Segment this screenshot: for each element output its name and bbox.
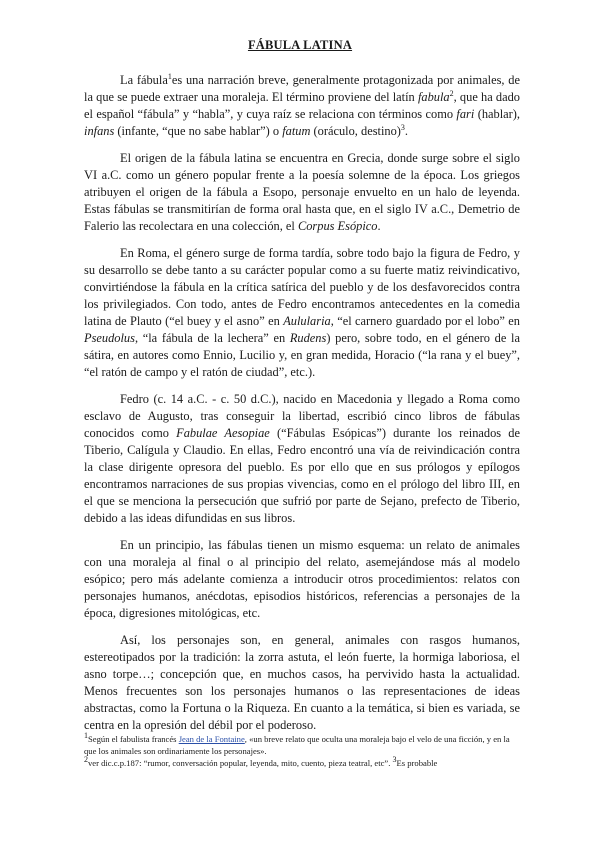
text-run: (oráculo, destino): [310, 124, 401, 138]
footnote-number: 3: [392, 755, 397, 765]
text-run: , “la fábula de la lechera” en: [134, 331, 290, 345]
latin-term-fabula: fabula: [417, 90, 450, 104]
paragraph-structure: En un principio, las fábulas tienen un mismo esquema: un relato de animales con una moraleja al final o al principio del relato, asemejándose más al modelo esópico; pero más adelante comienza a introducir otros procedimientos: relatos con personajes humanos, anécdotas, episodios históricos, referencias a personajes de la época, digresiones mitológicas, etc.: [84, 538, 520, 620]
text-run: es una narración breve, generalmente protagonizada por animales, de la que se puede extraer una moraleja. El término proviene del latín: [84, 73, 521, 104]
text-run: .: [404, 124, 409, 138]
work-title: Aulularia: [283, 314, 331, 328]
work-title: Fabulae Aesopiae: [176, 426, 270, 440]
text-run: El origen de la fábula latina se encuentra en Grecia, donde surge sobre el siglo VI a.C. como un género popular frente a la poesía solemne de la época. Los griegos atribuyen el origen de la fábula a Esopo, personaje envuelto en un halo de leyenda. Estas fábulas se transmitirían de forma oral hasta que, en el siglo IV a.C., Demetrio de Falerio las recolectara en una colección, el: [84, 151, 520, 233]
text-run: Es probable: [396, 758, 438, 768]
text-run: Según el fabulista francés: [88, 734, 179, 744]
text-run: En Roma, el género surge de forma tardía, sobre todo bajo la figura de Fedro, y su desarrollo se debe tanto a su carácter popular como a su fuerte matiz reivindicativo, convirtiéndose la fábula en la crítica satírica del pueblo y de los desfavorecidos contra los privilegiados. Con todo, antes de Fedro encontramos antecedentes en la comedia latina de Plauto (“el buey y el asno” en: [84, 246, 520, 328]
work-title: Corpus Esópico: [297, 219, 378, 233]
footnotes: [84, 733, 520, 769]
footnote-2: [84, 757, 520, 769]
paragraph-definition: [84, 72, 520, 140]
paragraph-rome: [84, 245, 520, 381]
document-body: [84, 72, 520, 734]
text-run: Fedro (c. 14 a.C. - c. 50 d.C.), nacido en Macedonia y llegado a Roma como esclavo de Augusto, tras conseguir la libertad, escribió cinco libros de fábulas conocidos como: [84, 392, 520, 440]
paragraph-characters: Así, los personajes son, en general, animales con rasgos humanos, estereotipados por la tradición: la zorra astuta, el león fuerte, la hormiga laboriosa, el asno torpe…; concepción que, en muchos casos, ha pervivido hasta la actualidad. Menos frecuentes son los personajes humanos o las representaciones de ideas abstractas, como la Fortuna o la Riqueza. En cuanto a la temática, si bien es variada, se centra en la opresión del débil por el poderoso.: [84, 633, 520, 732]
latin-term-fatum: fatum: [282, 124, 311, 138]
paragraph-fedro: [84, 391, 520, 527]
paragraph-origin-greece: [84, 150, 520, 235]
footnote-number: 2: [84, 755, 88, 765]
text-run: (hablar),: [474, 107, 521, 121]
text-run: ver dic.c.p.187: “rumor, conversación popular, leyenda, mito, cuento, pieza teatral, etc”.: [88, 758, 393, 768]
footnote-1: [84, 733, 520, 757]
text-run: , «un breve relato que oculta una moraleja bajo el velo de una ficción, y en la que los animales son ordinariamente los personajes».: [84, 734, 510, 756]
work-title: Rudens: [289, 331, 327, 345]
footnote-link[interactable]: Jean de la Fontaine: [178, 734, 245, 744]
footnote-number: 1: [84, 731, 88, 741]
text-run: La fábula: [120, 73, 168, 87]
text-run: , que ha dado el español “fábula” y “habla”, y cuya raíz se relaciona con términos como: [84, 90, 520, 121]
footnote-ref-1[interactable]: 1: [167, 71, 172, 81]
latin-term-infans: infans: [84, 124, 115, 138]
text-run: (infante, “que no sabe hablar”) o: [114, 124, 283, 138]
latin-term-fari: fari: [456, 107, 475, 121]
page-title: FÁBULA LATINA: [247, 38, 353, 52]
text-run: .: [377, 219, 381, 233]
footnote-ref-2[interactable]: 2: [449, 88, 454, 98]
footnote-ref-3[interactable]: 3: [400, 122, 405, 132]
text-run: ) pero, sobre todo, en el género de la sátira, en autores como Ennio, Lucilio y, en gran medida, Horacio (“la rana y el buey”, “el ratón de campo y el ratón de ciudad”, etc.).: [84, 331, 520, 379]
work-title: Pseudolus: [84, 331, 135, 345]
text-run: , “el carnero guardado por el lobo” en: [330, 314, 520, 328]
text-run: (“Fábulas Esópicas”) durante los reinados de Tiberio, Calígula y Claudio. En ellas, Fedro encontró una vía de reivindicación contra la clase dirigente opresora del pueblo. Es por ello que en sus prólogos y epílogos encontramos narraciones de sus propias vivencias, como en el prólogo del libro III, en el que se menciona la persecución que sufrió por parte de Sejano, prefecto de Tiberio, debido a las ideas difundidas en sus libros.: [84, 426, 520, 525]
